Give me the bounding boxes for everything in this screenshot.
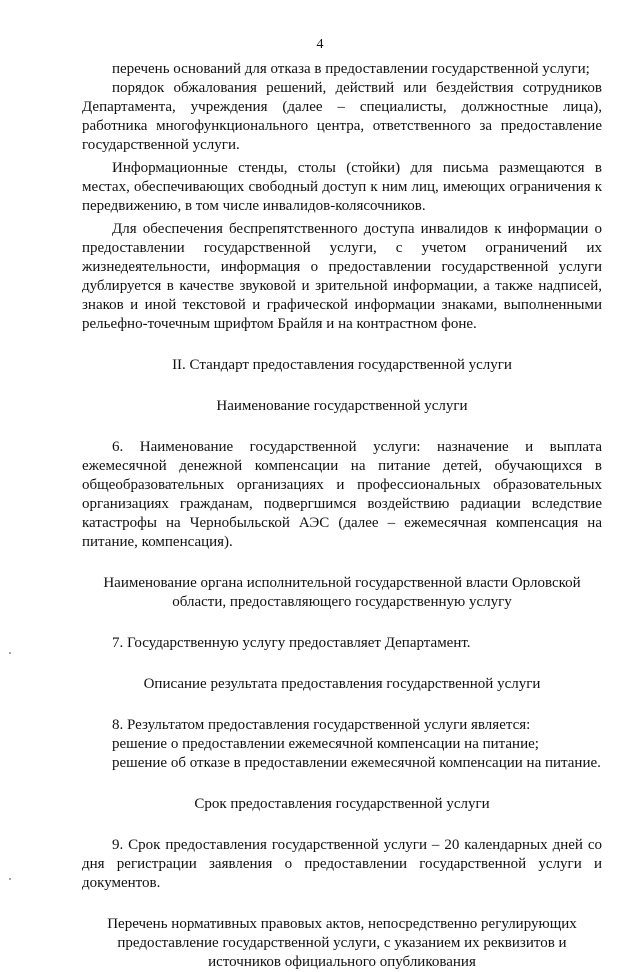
- paragraph-refusal-grounds: перечень оснований для отказа в предоставлении государственной услуги;: [112, 61, 590, 77]
- paragraph-result-approval: решение о предоставлении ежемесячной компенсации на питание;: [112, 736, 539, 752]
- paragraph-accessibility: Для обеспечения беспрепятственного доступа инвалидов к информации о предоставлении государственной услуги, с учетом ограничений их жизнедеятельности, информация о предоставлении государственной услуги дублируется в качестве звуковой и зрительной информации, а также надписей, знаков и иной текстовой и графической информации знаками, выполненными рельефно-точечным шрифтом Брайля и на контрастном фоне.: [82, 221, 602, 332]
- heading-result: Описание результата предоставления государственной услуги: [143, 676, 541, 692]
- paragraph-provider: 7. Государственную услугу предоставляет Департамент.: [112, 635, 471, 651]
- paragraph-result: 8. Результатом предоставления государственной услуги является:: [112, 717, 531, 733]
- scan-dot: [9, 652, 11, 654]
- paragraph-result-refusal: решение об отказе в предоставлении ежемесячной компенсации на питание.: [112, 755, 601, 771]
- scan-dot: [9, 878, 11, 880]
- paragraph-term: 9. Срок предоставления государственной услуги – 20 календарных дней со дня регистрации заявления о предоставлении государственной услуги и документов.: [82, 837, 602, 891]
- paragraph-service-name: 6. Наименование государственной услуги: назначение и выплата ежемесячной денежной компенсации на питание детей, обучающихся в общеобразовательных организациях и профессиональных образовательных организациях гражданам, подвергшимся воздействию радиации вследствие катастрофы на Чернобыльской АЭС (далее – ежемесячная компенсация на питание, компенсация).: [82, 439, 602, 550]
- paragraph-appeal-procedure: порядок обжалования решений, действий или бездействия сотрудников Департамента, учреждения (далее – специалисты, должностные лица), работника многофункционального центра, ответственного за предоставление государственной услуги.: [82, 80, 602, 153]
- heading-term: Срок предоставления государственной услуги: [194, 796, 490, 812]
- document-body: [82, 60, 602, 972]
- heading-service-name: Наименование государственной услуги: [216, 398, 468, 414]
- paragraph-info-stands: Информационные стенды, столы (стойки) для письма размещаются в местах, обеспечивающих свободный доступ к ним лиц, имеющих ограничения к передвижению, в том числе инвалидов-колясочников.: [82, 160, 602, 214]
- page-number: 4: [316, 37, 324, 52]
- heading-legal-acts: Перечень нормативных правовых актов, непосредственно регулирующих предоставление государственной услуги, с указанием их реквизитов и источников официального опубликования: [107, 916, 577, 970]
- section-title: II. Стандарт предоставления государственной услуги: [172, 357, 512, 373]
- heading-authority: Наименование органа исполнительной государственной власти Орловской области, предоставляющего государственную услугу: [103, 575, 581, 610]
